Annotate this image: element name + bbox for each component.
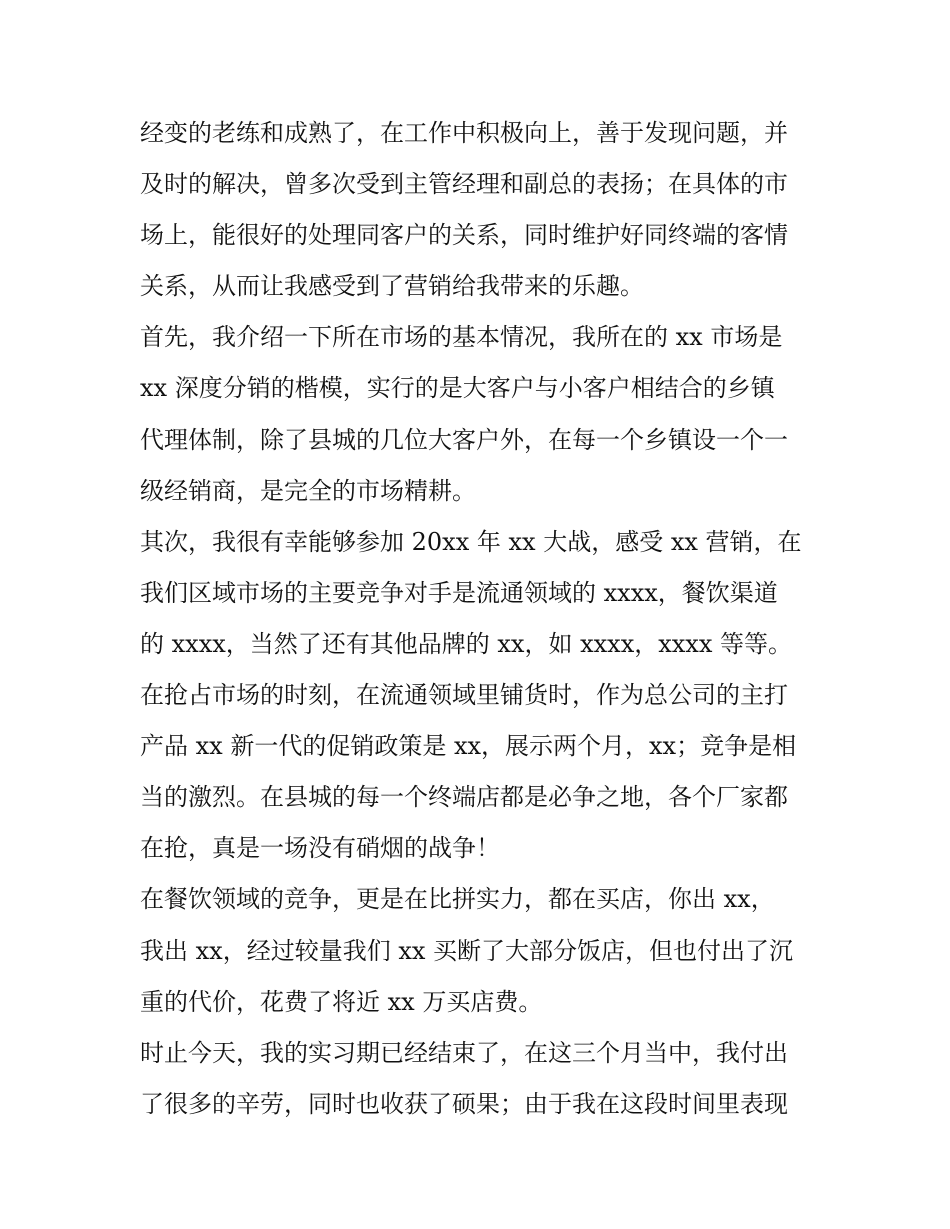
text-line: 我出 xx，经过较量我们 xx 买断了大部分饭店，但也付出了沉 xyxy=(140,936,794,965)
text-line: 及时的解决，曾多次受到主管经理和副总的表扬；在具体的市 xyxy=(140,170,788,199)
text-line: 在抢占市场的时刻，在流通领域里铺货时，作为总公司的主打 xyxy=(140,681,788,710)
text-line: xx 深度分销的楷模，实行的是大客户与小客户相结合的乡镇 xyxy=(140,374,775,403)
text-line: 在抢，真是一场没有硝烟的战争！ xyxy=(140,834,500,863)
text-line: 当的激烈。在县城的每一个终端店都是必争之地，各个厂家都 xyxy=(140,783,788,812)
text-line: 经变的老练和成熟了，在工作中积极向上，善于发现问题，并 xyxy=(140,119,788,147)
text-line: 场上，能很好的处理同客户的关系，同时维护好同终端的客情 xyxy=(140,221,788,250)
text-line: 产品 xx 新一代的促销政策是 xx，展示两个月，xx；竞争是相 xyxy=(140,732,797,761)
body-text xyxy=(140,108,820,1130)
text-line: 了很多的辛劳，同时也收获了硕果；由于我在这段时间里表现 xyxy=(140,1089,788,1118)
text-line: 的 xxxx，当然了还有其他品牌的 xx，如 xxxx，xxxx 等等。 xyxy=(140,629,793,658)
text-line: 首先，我介绍一下所在市场的基本情况，我所在的 xx 市场是 xyxy=(140,323,783,352)
text-line: 我们区域市场的主要竞争对手是流通领域的 xxxx，餐饮渠道 xyxy=(140,578,778,607)
text-line: 代理体制，除了县城的几位大客户外，在每一个乡镇设一个一 xyxy=(140,425,788,454)
text-line: 其次，我很有幸能够参加 20xx 年 xx 大战，感受 xx 营销，在 xyxy=(140,527,802,556)
text-line: 级经销商，是完全的市场精耕。 xyxy=(140,476,476,505)
text-line: 关系，从而让我感受到了营销给我带来的乐趣。 xyxy=(140,272,644,301)
text-line: 在餐饮领域的竞争，更是在比拼实力，都在买店，你出 xx， xyxy=(140,885,775,914)
text-line: 重的代价，花费了将近 xx 万买店费。 xyxy=(140,987,543,1016)
text-line: 时止今天，我的实习期已经结束了，在这三个月当中，我付出 xyxy=(140,1038,788,1067)
